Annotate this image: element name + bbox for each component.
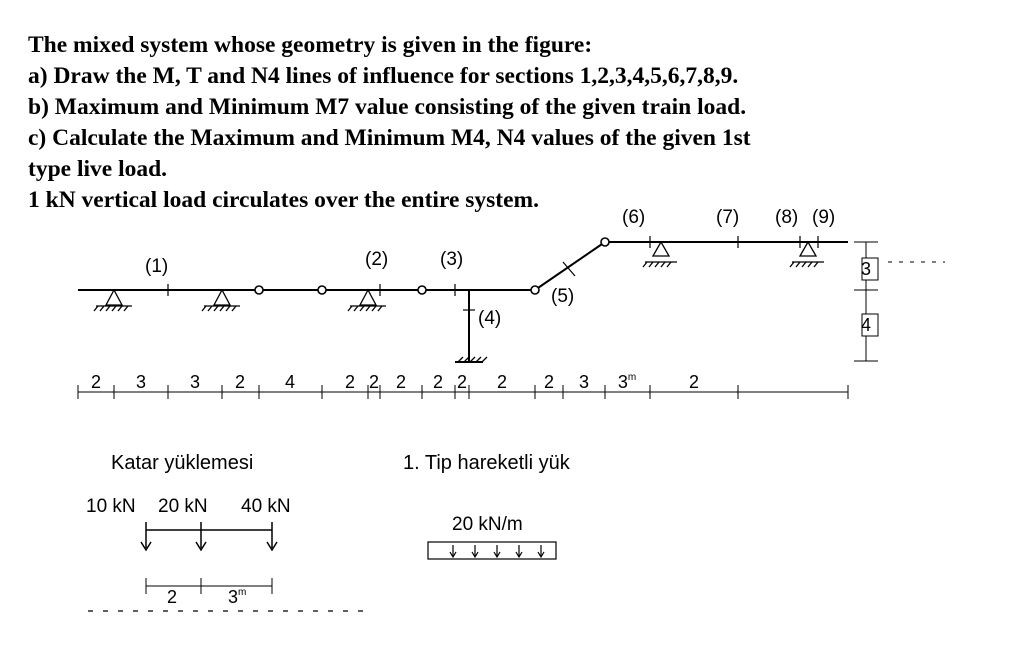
problem-line-4: c) Calculate the Maximum and Minimum M4, N4 values of the given 1st <box>28 125 751 151</box>
problem-line-2: a) Draw the M, T and N4 lines of influence for sections 1,2,3,4,5,6,7,8,9. <box>28 63 739 89</box>
height-label-4: 4 <box>860 315 872 335</box>
support-pin <box>94 290 132 311</box>
hinge <box>318 286 326 294</box>
span-length-label: 2 <box>432 372 444 392</box>
span-length-label: 2 <box>688 372 700 392</box>
distributed-load-box <box>428 542 556 559</box>
live-load-intensity: 20 kN/m <box>452 514 523 535</box>
section-label-1: (1) <box>145 256 169 277</box>
section-label-9: (9) <box>812 207 836 228</box>
hinge <box>418 286 426 294</box>
section-label-2: (2) <box>365 249 389 270</box>
support-roller <box>790 242 824 267</box>
fixed-support <box>455 357 487 362</box>
height-label-3: 3 <box>860 259 872 279</box>
train-load-arrows <box>141 522 277 550</box>
span-length-label: 2 <box>456 372 468 392</box>
span-dimensions <box>78 372 848 399</box>
hinge <box>255 286 263 294</box>
train-spacing-2: 3$^m$ <box>228 587 247 607</box>
support-roller <box>643 242 677 267</box>
train-spacing-1: 2 <box>167 587 178 607</box>
problem-line-3: b) Maximum and Minimum M7 value consisting of the given train load. <box>28 94 747 120</box>
section-label-8: (8) <box>775 207 799 228</box>
span-length-label: 2 <box>368 372 380 392</box>
span-length-label: 2 <box>234 372 246 392</box>
train-spacing-dimension <box>146 578 272 594</box>
section-label-5: (5) <box>551 286 575 307</box>
span-length-label: 2 <box>543 372 555 392</box>
problem-line-6: 1 kN vertical load circulates over the entire system. <box>28 187 540 213</box>
span-length-label: 3$^m$ <box>617 372 637 392</box>
train-load-1: 10 kN <box>86 496 136 517</box>
problem-line-1: The mixed system whose geometry is given in the figure: <box>28 32 593 58</box>
train-load-3: 40 kN <box>241 496 291 517</box>
hinge <box>531 286 539 294</box>
span-length-label: 3 <box>189 372 201 392</box>
section-label-6: (6) <box>622 207 646 228</box>
problem-line-5: type live load. <box>28 156 168 182</box>
span-length-label: 2 <box>344 372 356 392</box>
span-length-label: 4 <box>284 372 296 392</box>
span-length-label: 2 <box>395 372 407 392</box>
section-label-4: (4) <box>478 308 502 329</box>
live-load-title: 1. Tip hareketli yük <box>403 452 570 474</box>
train-load-title: Katar yüklemesi <box>111 452 254 474</box>
section-label-3: (3) <box>440 249 464 270</box>
hinge <box>601 238 609 246</box>
train-load-2: 20 kN <box>158 496 208 517</box>
section-label-7: (7) <box>716 207 740 228</box>
support-pin <box>202 290 240 311</box>
span-length-label: 2 <box>496 372 508 392</box>
beam-inclined <box>535 242 605 290</box>
span-length-label: 3 <box>578 372 590 392</box>
span-length-label: 3 <box>135 372 147 392</box>
span-length-label: 2 <box>90 372 102 392</box>
